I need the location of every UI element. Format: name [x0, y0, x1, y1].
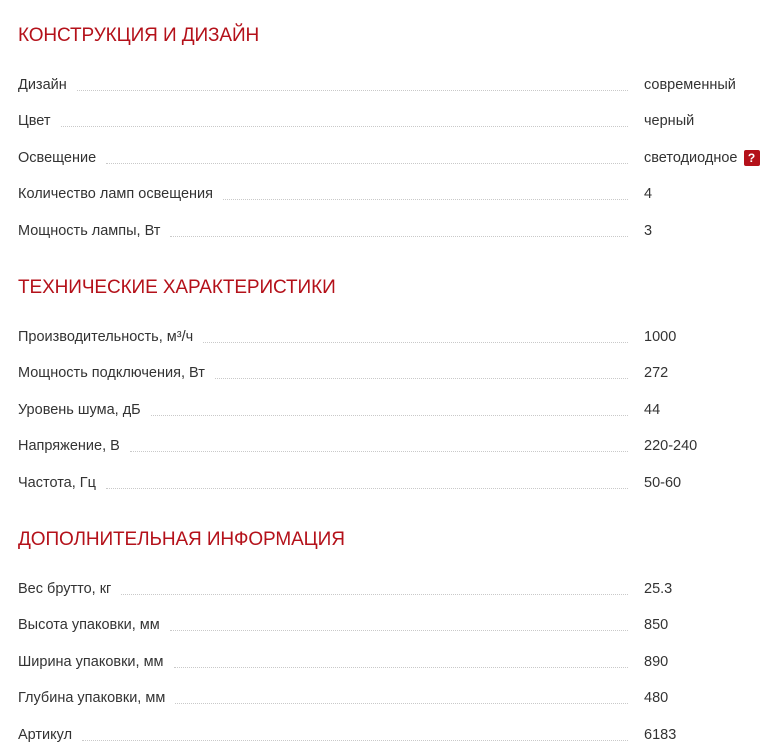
spec-row-gross-weight	[18, 561, 760, 598]
dotted-leader	[121, 593, 628, 595]
spec-name: Мощность лампы, Вт	[18, 222, 170, 240]
spec-row-lighting	[18, 130, 760, 167]
spec-value: 25.3	[644, 580, 673, 597]
spec-name: Артикул	[18, 726, 82, 744]
spec-name: Уровень шума, дБ	[18, 401, 151, 419]
spec-value: 850	[644, 617, 669, 633]
spec-value: светодиодное	[644, 149, 738, 166]
dotted-leader	[215, 377, 628, 379]
spec-name: Дизайн	[18, 76, 77, 94]
spec-value: 220-240	[644, 438, 698, 454]
spec-value: 480	[644, 690, 669, 706]
spec-name: Вес брутто, кг	[18, 580, 121, 598]
spec-value: 272	[644, 365, 669, 381]
spec-name: Напряжение, В	[18, 437, 130, 455]
dotted-leader	[170, 235, 628, 237]
dotted-leader	[61, 125, 629, 127]
spec-row-package-depth	[18, 671, 760, 708]
question-mark-icon[interactable]: ?	[744, 150, 760, 166]
spec-value: 3	[644, 222, 653, 239]
dotted-leader	[174, 666, 628, 668]
spec-name: Производительность, м³/ч	[18, 328, 203, 346]
spec-value: 6183	[644, 726, 677, 743]
spec-row-noise	[18, 382, 760, 419]
spec-name: Частота, Гц	[18, 474, 106, 492]
spec-row-package-width	[18, 634, 760, 671]
spec-name: Цвет	[18, 112, 61, 130]
spec-value: современный	[644, 76, 736, 93]
dotted-leader	[130, 450, 628, 452]
section-additional	[18, 528, 760, 744]
dotted-leader	[151, 414, 628, 416]
spec-value: 4	[644, 186, 653, 202]
dotted-leader	[203, 341, 628, 343]
spec-row-color	[18, 94, 760, 131]
spec-name: Мощность подключения, Вт	[18, 364, 215, 382]
section-design	[18, 24, 760, 240]
dotted-leader	[106, 487, 628, 489]
dotted-leader	[106, 162, 628, 164]
spec-row-article	[18, 707, 760, 744]
section-technical	[18, 276, 760, 492]
spec-value: черный	[644, 113, 695, 129]
spec-row-capacity	[18, 309, 760, 346]
spec-row-frequency	[18, 455, 760, 492]
spec-value: 44	[644, 401, 661, 418]
dotted-leader	[82, 739, 628, 741]
spec-row-lamp-count	[18, 167, 760, 204]
dotted-leader	[175, 702, 628, 704]
spec-name: Ширина упаковки, мм	[18, 653, 174, 671]
spec-name: Количество ламп освещения	[18, 185, 223, 203]
spec-name: Освещение	[18, 149, 106, 167]
spec-name: Высота упаковки, мм	[18, 616, 170, 634]
section-title: ДОПОЛНИТЕЛЬНАЯ ИНФОРМАЦИЯ	[18, 529, 345, 550]
dotted-leader	[77, 89, 628, 91]
section-title: ТЕХНИЧЕСКИЕ ХАРАКТЕРИСТИКИ	[18, 277, 336, 298]
spec-value: 890	[644, 653, 669, 670]
spec-value: 50-60	[644, 474, 682, 491]
spec-name: Глубина упаковки, мм	[18, 689, 175, 707]
dotted-leader	[223, 198, 628, 200]
section-title: КОНСТРУКЦИЯ И ДИЗАЙН	[18, 25, 260, 46]
spec-row-connected-power	[18, 346, 760, 383]
dotted-leader	[170, 629, 628, 631]
spec-row-package-height	[18, 598, 760, 635]
spec-row-lamp-power	[18, 203, 760, 240]
spec-value: 1000	[644, 328, 677, 345]
spec-row-design	[18, 57, 760, 94]
spec-row-voltage	[18, 419, 760, 456]
